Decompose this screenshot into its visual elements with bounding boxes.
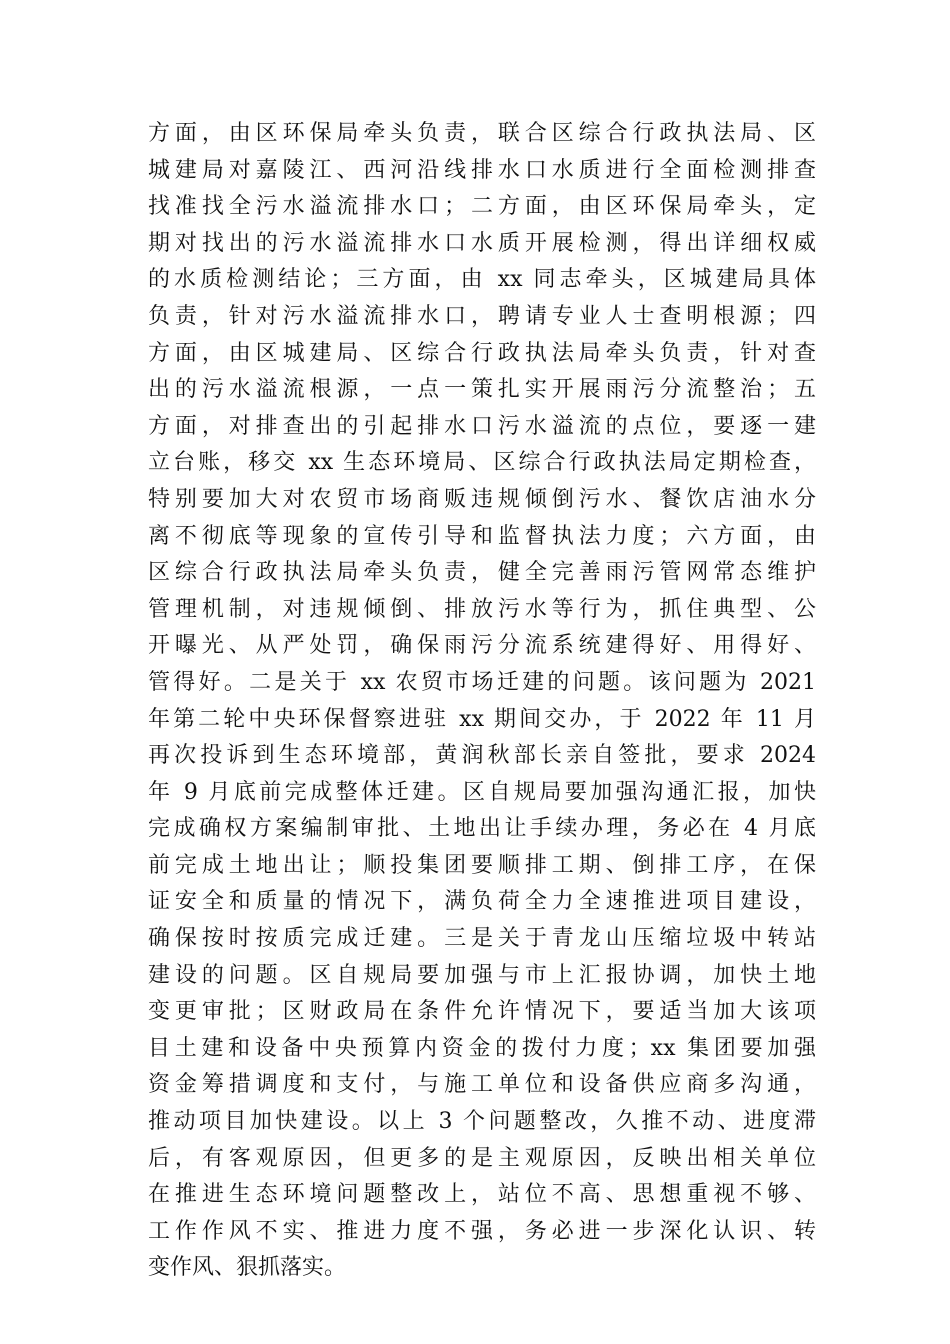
text-line-26: 目土建和设备中央预算内资金的拨付力度；xx 集团要加强 xyxy=(148,1035,816,1061)
text-line-15: 开曝光、从严处罚，确保雨污分流系统建得好、用得好、 xyxy=(148,633,816,659)
text-line-6: 负责，针对污水溢流排水口，聘请专业人士查明根源；四 xyxy=(148,303,816,329)
text-line-2: 城建局对嘉陵江、西河沿线排水口水质进行全面检测排查 xyxy=(148,157,816,183)
text-line-29: 后，有客观原因，但更多的是主观原因，反映出相关单位 xyxy=(148,1145,816,1171)
text-line-13: 区综合行政执法局牵头负责，健全完善雨污管网常态维护 xyxy=(148,560,816,586)
text-line-4: 期对找出的污水溢流排水口水质开展检测，得出详细权威 xyxy=(148,230,816,256)
text-line-11: 特别要加大对农贸市场商贩违规倾倒污水、餐饮店油水分 xyxy=(148,486,816,512)
text-line-19: 年 9 月底前完成整体迁建。区自规局要加强沟通汇报，加快 xyxy=(148,779,816,805)
text-line-20: 完成确权方案编制审批、土地出让手续办理，务必在 4 月底 xyxy=(148,816,816,842)
text-line-1: 方面，由区环保局牵头负责，联合区综合行政执法局、区 xyxy=(148,121,816,146)
text-line-10: 立台账，移交 xx 生态环境局、区综合行政执法局定期检查， xyxy=(148,450,816,476)
text-line-8: 出的污水溢流根源，一点一策扎实开展雨污分流整治；五 xyxy=(148,377,816,403)
text-line-16: 管得好。二是关于 xx 农贸市场迁建的问题。该问题为 2021 xyxy=(148,669,816,695)
text-line-30: 在推进生态环境问题整改上，站位不高、思想重视不够、 xyxy=(148,1182,816,1208)
body-text xyxy=(148,116,816,1287)
text-line-24: 建设的问题。区自规局要加强与市上汇报协调，加快土地 xyxy=(148,962,816,988)
text-line-7: 方面，由区城建局、区综合行政执法局牵头负责，针对查 xyxy=(148,340,816,366)
text-line-25: 变更审批；区财政局在条件允许情况下，要适当加大该项 xyxy=(148,999,816,1025)
text-line-23: 确保按时按质完成迁建。三是关于青龙山压缩垃圾中转站 xyxy=(148,926,816,952)
text-line-5: 的水质检测结论；三方面，由 xx 同志牵头，区城建局具体 xyxy=(148,267,816,293)
text-line-12: 离不彻底等现象的宣传引导和监督执法力度；六方面，由 xyxy=(148,523,816,549)
text-line-17: 年第二轮中央环保督察进驻 xx 期间交办，于 2022 年 11 月 xyxy=(148,706,816,732)
text-line-27: 资金筹措调度和支付，与施工单位和设备供应商多沟通， xyxy=(148,1072,816,1098)
text-line-18: 再次投诉到生态环境部，黄润秋部长亲自签批，要求 2024 xyxy=(148,743,816,769)
text-line-14: 管理机制，对违规倾倒、排放污水等行为，抓住典型、公 xyxy=(148,596,816,622)
text-line-22: 证安全和质量的情况下，满负荷全力全速推进项目建设， xyxy=(148,889,816,915)
text-line-32: 变作风、狠抓落实。 xyxy=(148,1255,347,1281)
text-line-3: 找准找全污水溢流排水口；二方面，由区环保局牵头，定 xyxy=(148,194,816,220)
text-line-31: 工作作风不实、推进力度不强，务必进一步深化认识、转 xyxy=(148,1218,816,1244)
text-line-9: 方面，对排查出的引起排水口污水溢流的点位，要逐一建 xyxy=(148,413,816,439)
text-line-21: 前完成土地出让；顺投集团要顺排工期、倒排工序，在保 xyxy=(148,852,816,878)
text-line-28: 推动项目加快建设。以上 3 个问题整改，久推不动、进度滞 xyxy=(148,1109,816,1135)
